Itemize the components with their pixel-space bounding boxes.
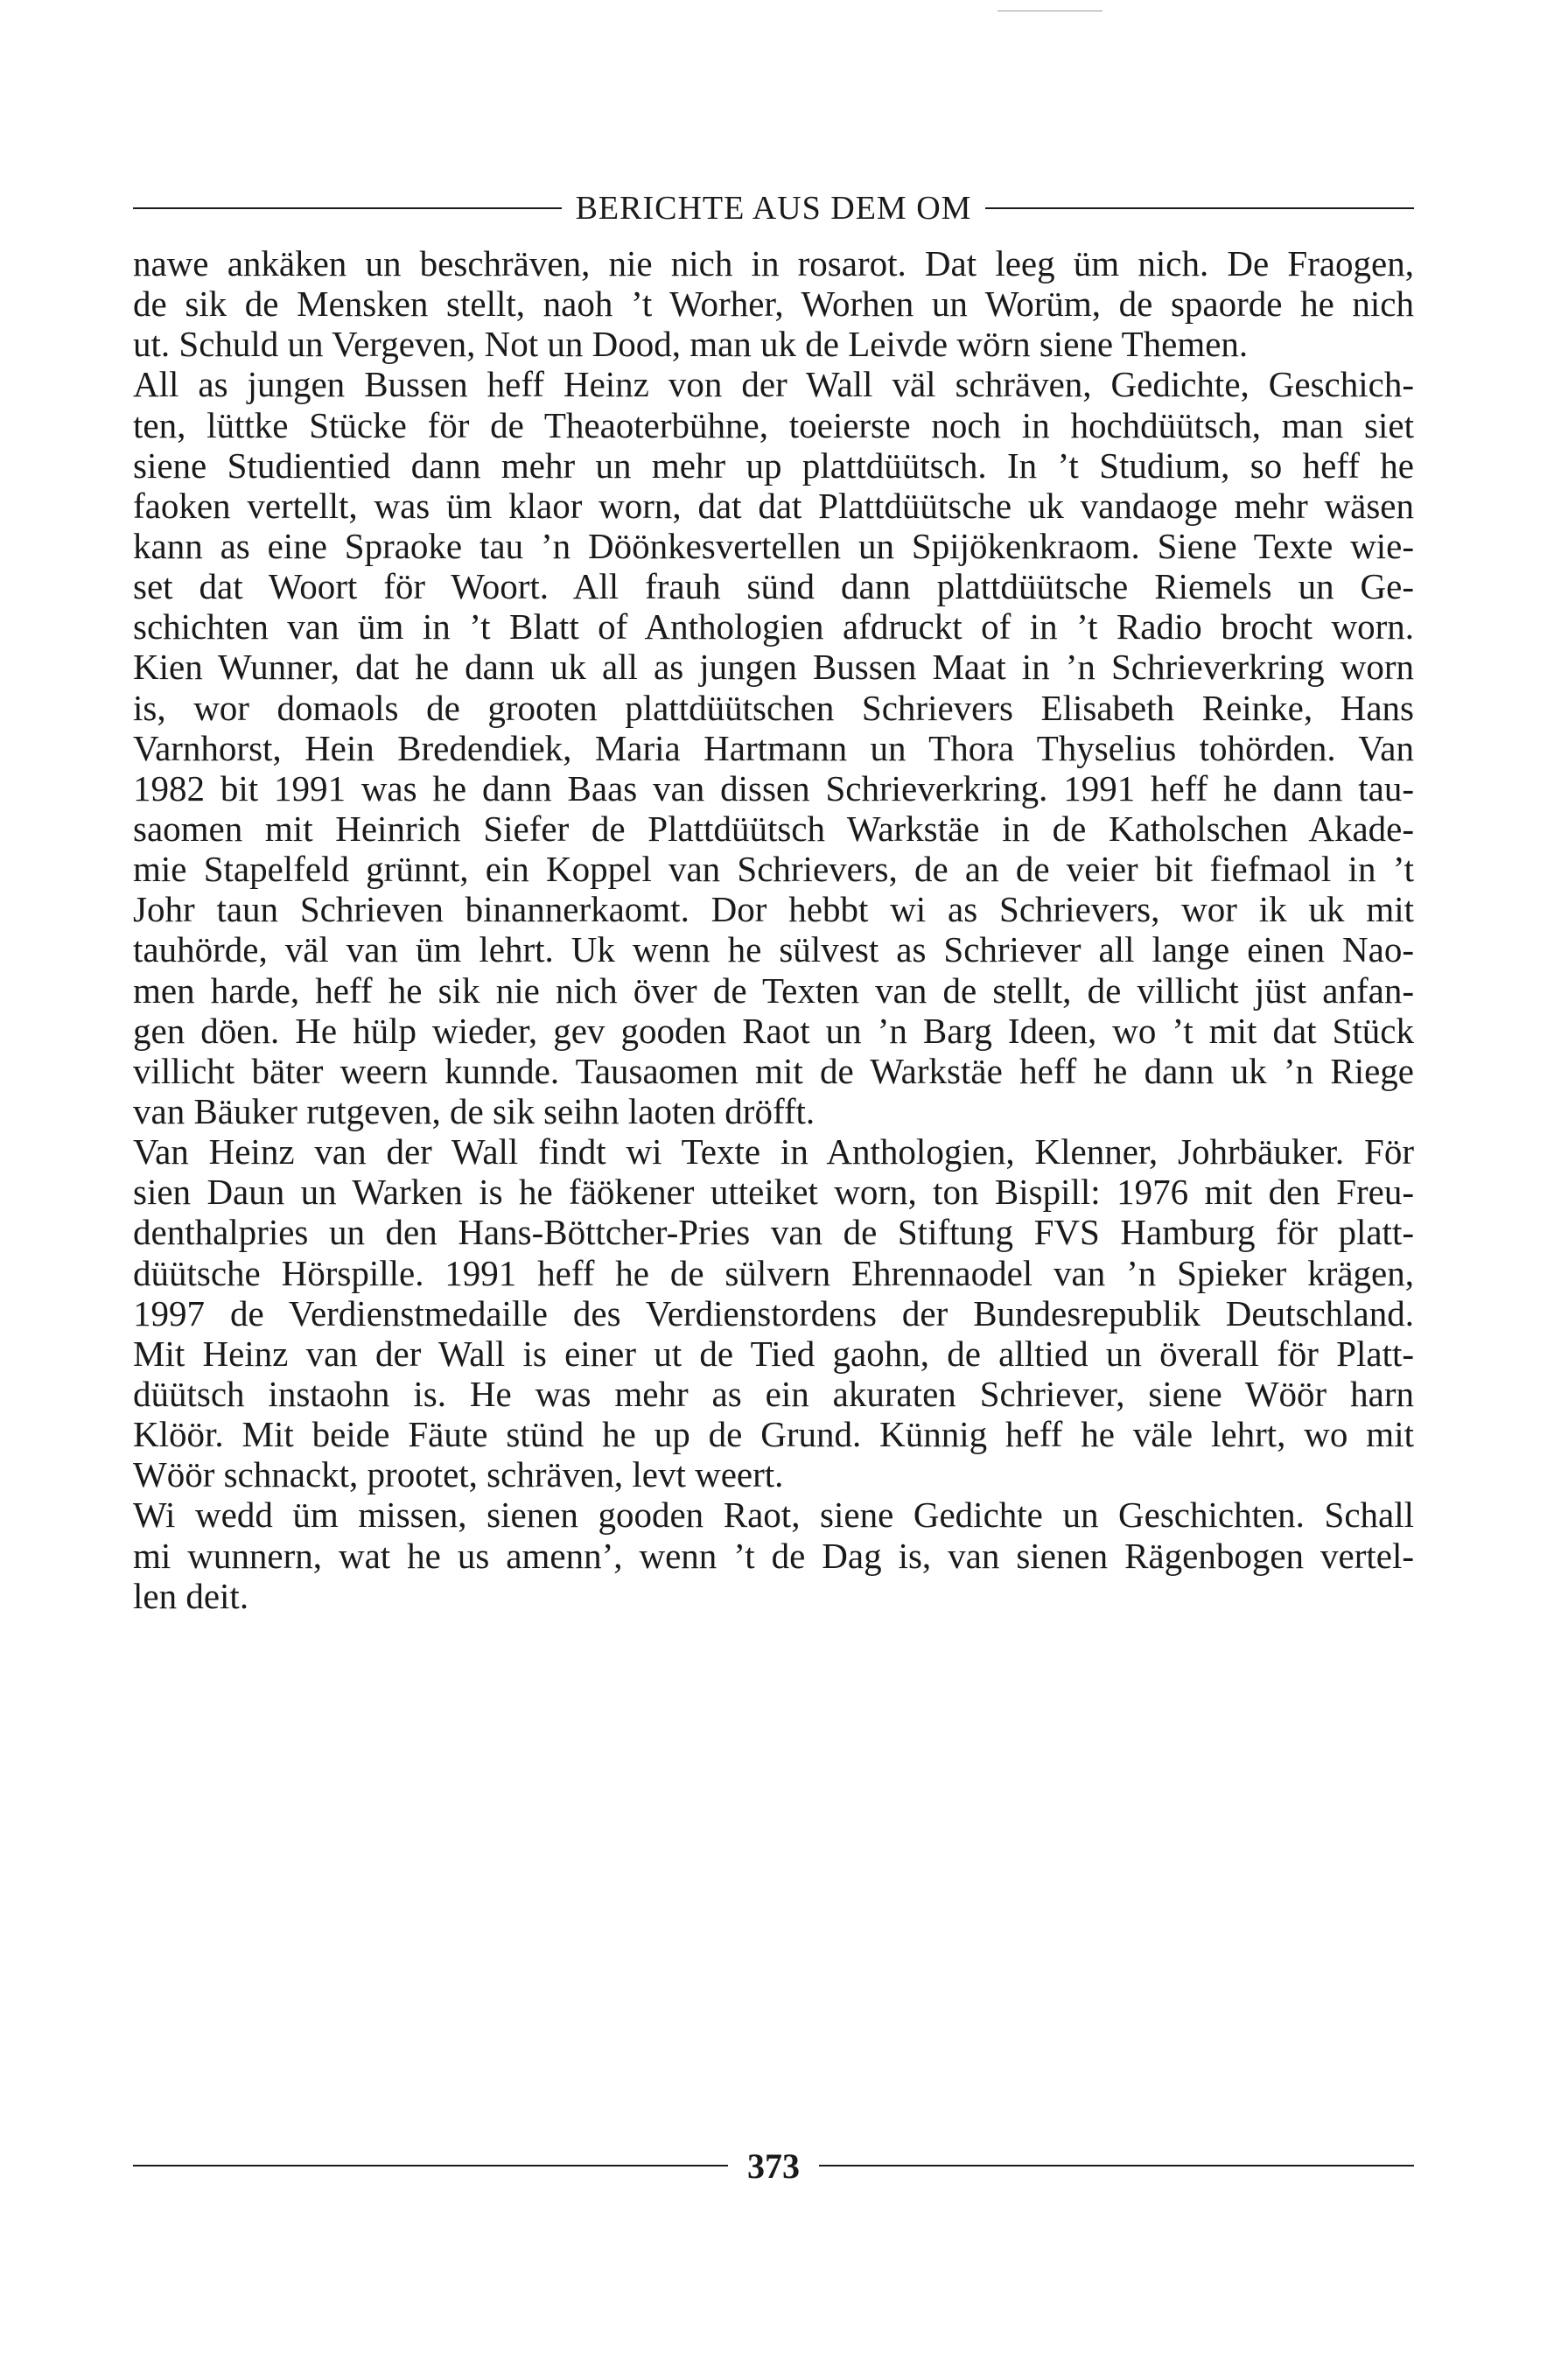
paragraph — [133, 243, 1414, 364]
text-line: kann as eine Spraoke tau ’n Döönkesvertellen un Spijökenkraom. Siene Texte wie- — [133, 525, 1414, 566]
page-number: 373 — [747, 2146, 800, 2186]
text-line: düütsche Hörspille. 1991 heff he de sülvern Ehrennaodel van ’n Spieker krägen, — [133, 1252, 1414, 1293]
text-line: schichten van üm in ’t Blatt of Anthologien afdruckt of in ’t Radio brocht worn. — [133, 606, 1414, 648]
text-line: Varnhorst, Hein Bredendiek, Maria Hartmann un Thora Thyselius tohörden. Van — [133, 727, 1414, 768]
text-line: Johr taun Schrieven binannerkaomt. Dor hebbt wi as Schrievers, wor ik uk mit — [133, 889, 1414, 930]
paragraph — [133, 364, 1414, 1131]
text-line: men harde, heff he sik nie nich över de Texten van de stellt, de villicht jüst anfan- — [133, 970, 1414, 1011]
text-line: 1982 bit 1991 was he dann Baas van dissen Schrieverkring. 1991 heff he dann tau- — [133, 767, 1414, 808]
text-line: nawe ankäken un beschräven, nie nich in rosarot. Dat leeg üm nich. De Fraogen, — [133, 243, 1414, 284]
page-footer — [133, 2135, 1414, 2196]
text-line: mie Stapelfeld grünnt, ein Koppel van Schrievers, de an de veier bit fiefmaol in ’t — [133, 849, 1414, 890]
text-line: Wi wedd üm missen, sienen gooden Raot, siene Gedichte un Geschichten. Schall — [133, 1494, 1414, 1536]
text-line: Mit Heinz van der Wall is einer ut de Tied gaohn, de alltied un överall för Platt- — [133, 1333, 1414, 1374]
text-line: 1997 de Verdienstmedaille des Verdienstordens der Bundesrepublik Deutschland. — [133, 1292, 1414, 1334]
text-line: düütsch instaohn is. He was mehr as ein akuraten Schriever, siene Wöör harn — [133, 1373, 1414, 1414]
text-line: len deit. — [133, 1575, 249, 1616]
paragraph — [133, 1131, 1414, 1494]
text-line: saomen mit Heinrich Siefer de Plattdüütsch Warkstäe in de Katholschen Akade- — [133, 808, 1414, 849]
text-line: sien Daun un Warken is he fäökener utteiket worn, ton Bispill: 1976 mit den Freu- — [133, 1172, 1414, 1213]
text-line: gen döen. He hülp wieder, gev gooden Raot un ’n Barg Ideen, wo ’t mit dat Stück — [133, 1010, 1414, 1051]
text-line: de sik de Mensken stellt, naoh ’t Worher, Worhen un Worüm, de spaorde he nich — [133, 284, 1414, 325]
running-head-title: BERICHTE AUS DEM OM — [575, 190, 972, 227]
text-line: Wöör schnackt, prootet, schräven, levt weert. — [133, 1454, 784, 1495]
footer-rule-left — [133, 2165, 728, 2166]
text-line: Klöör. Mit beide Fäute stünd he up de Grund. Künnig heff he väle lehrt, wo mit — [133, 1414, 1414, 1455]
text-line: Van Heinz van der Wall findt wi Texte in Anthologien, Klenner, Johrbäuker. För — [133, 1131, 1414, 1172]
text-line: mi wunnern, wat he us amenn’, wenn ’t de Dag is, van sienen Rägenbogen vertel- — [133, 1535, 1414, 1576]
text-line: van Bäuker rutgeven, de sik seihn laoten dröfft. — [133, 1090, 816, 1131]
top-edge-rule — [998, 10, 1102, 11]
text-line: villicht bäter weern kunnde. Tausaomen mit de Warkstäe heff he dann uk ’n Riege — [133, 1050, 1414, 1091]
text-line: ten, lüttke Stücke för de Theaoterbühne, toeierste noch in hochdüütsch, man siet — [133, 404, 1414, 445]
text-line: faoken vertellt, was üm klaor worn, dat dat Plattdüütsche uk vandaoge mehr wäsen — [133, 485, 1414, 526]
running-head — [133, 182, 1414, 234]
running-head-rule-left — [133, 207, 562, 209]
text-line: tauhörde, väl van üm lehrt. Uk wenn he sülvest as Schriever all lange einen Nao- — [133, 929, 1414, 970]
text-line: Kien Wunner, dat he dann uk all as jungen Bussen Maat in ’n Schrieverkring worn — [133, 647, 1414, 688]
text-line: denthalpries un den Hans-Böttcher-Pries van de Stiftung FVS Hamburg för platt- — [133, 1212, 1414, 1253]
text-line: is, wor domaols de grooten plattdüütschen Schrievers Elisabeth Reinke, Hans — [133, 687, 1414, 728]
paragraph — [133, 1494, 1414, 1615]
body-text — [133, 243, 1414, 1616]
running-head-rule-right — [985, 207, 1414, 209]
footer-rule-right — [819, 2165, 1414, 2166]
text-line: set dat Woort för Woort. All frauh sünd dann plattdüütsche Riemels un Ge- — [133, 566, 1414, 607]
text-line: siene Studientied dann mehr un mehr up plattdüütsch. In ’t Studium, so heff he — [133, 444, 1414, 486]
text-line: All as jungen Bussen heff Heinz von der Wall väl schräven, Gedichte, Geschich- — [133, 364, 1414, 405]
text-line: ut. Schuld un Vergeven, Not un Dood, man uk de Leivde wörn siene Themen. — [133, 324, 1249, 365]
